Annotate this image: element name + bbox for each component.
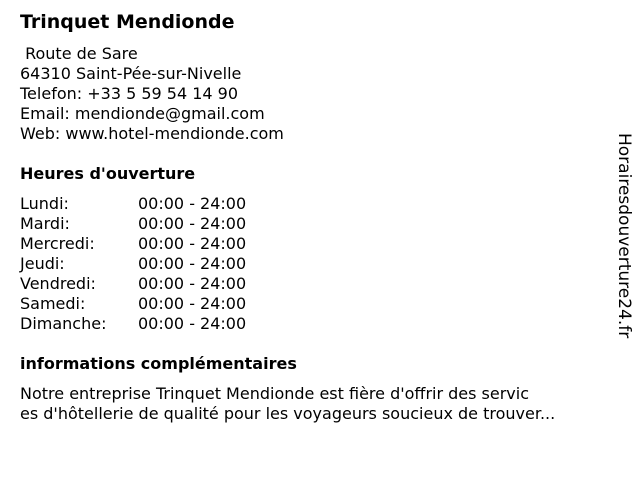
web-line: Web: www.hotel-mendionde.com xyxy=(20,124,284,143)
day-label: Lundi: xyxy=(20,194,69,213)
day-label: Vendredi: xyxy=(20,274,96,293)
time-range: 00:00 - 24:00 xyxy=(138,214,247,233)
day-label: Dimanche: xyxy=(20,314,107,333)
hours-row-saturday xyxy=(20,294,246,314)
phone-line: Telefon: +33 5 59 54 14 90 xyxy=(20,84,239,103)
address-city: 64310 Saint-Pée-sur-Nivelle xyxy=(20,64,242,83)
day-label: Mercredi: xyxy=(20,234,95,253)
additional-info-heading: informations complémentaires xyxy=(20,354,297,373)
hours-row-friday xyxy=(20,274,246,294)
time-range: 00:00 - 24:00 xyxy=(138,234,247,253)
additional-info-text xyxy=(20,384,555,424)
time-range: 00:00 - 24:00 xyxy=(138,194,247,213)
time-range: 00:00 - 24:00 xyxy=(138,274,247,293)
opening-hours-heading: Heures d'ouverture xyxy=(20,164,196,183)
day-label: Mardi: xyxy=(20,214,70,233)
hours-row-sunday xyxy=(20,314,246,334)
time-range: 00:00 - 24:00 xyxy=(138,314,247,333)
hours-row-monday xyxy=(20,194,246,214)
hours-row-wednesday xyxy=(20,234,246,254)
email-line: Email: mendionde@gmail.com xyxy=(20,104,265,123)
info-text-line: Notre entreprise Trinquet Mendionde est fière d'offrir des servic xyxy=(20,384,530,403)
day-label: Jeudi: xyxy=(20,254,65,273)
address-street: Route de Sare xyxy=(20,44,138,63)
time-range: 00:00 - 24:00 xyxy=(138,254,247,273)
time-range: 00:00 - 24:00 xyxy=(138,294,247,313)
hours-row-tuesday xyxy=(20,214,246,234)
opening-hours-table xyxy=(20,194,246,334)
hours-row-thursday xyxy=(20,254,246,274)
info-text-line: es d'hôtellerie de qualité pour les voyageurs soucieux de trouver... xyxy=(20,404,556,423)
site-watermark: Horairesdouverture24.fr xyxy=(614,133,634,339)
business-name: Trinquet Mendionde xyxy=(20,11,235,33)
contact-block xyxy=(20,44,284,144)
day-label: Samedi: xyxy=(20,294,86,313)
